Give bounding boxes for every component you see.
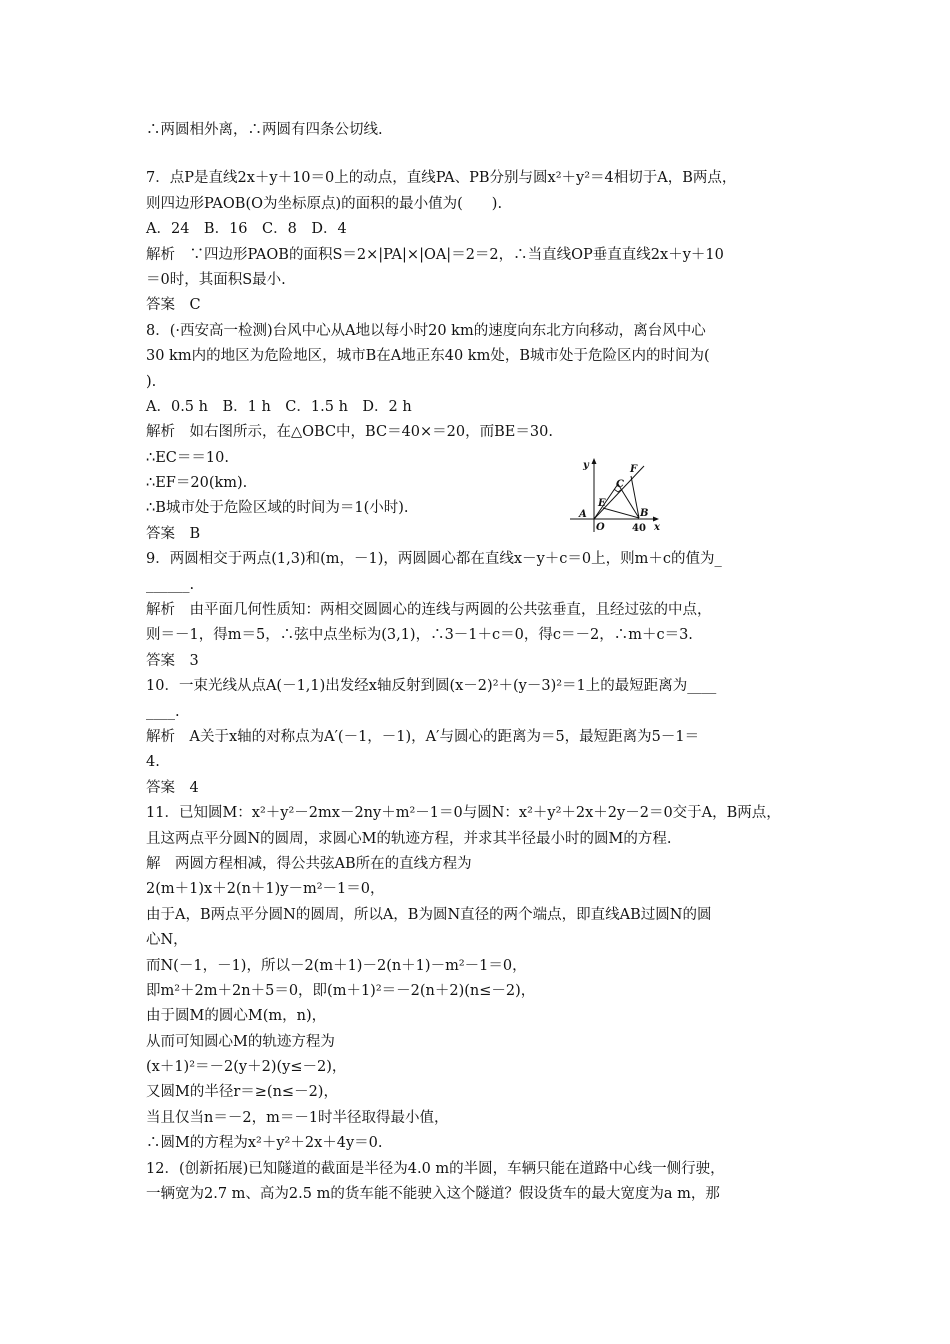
text-line: 心N， <box>146 932 188 949</box>
text-line: 由于圆M的圆心M(m，n)， <box>146 1008 327 1025</box>
diagram-svg <box>564 456 660 536</box>
label-y: y <box>583 460 589 471</box>
text-line: 即m²＋2m＋2n＋5＝0，即(m＋1)²＝－2(n＋2)(n≤－2)， <box>146 982 536 999</box>
text-line: ＝0时，其面积S最小. <box>146 271 286 288</box>
text-line: 30 km内的地区为危险地区，城市B在A地正东40 km处，B城市处于危险区内的时间为( <box>146 348 710 365</box>
text-line: 解 两圆方程相减，得公共弦AB所在的直线方程为 <box>146 855 472 872</box>
text-line: A．24 B．16 C．8 D．4 <box>146 221 347 238</box>
label-b: B <box>640 508 649 519</box>
text-line: 而N(－1，－1)，所以－2(m＋1)－2(n＋1)－m²－1＝0， <box>146 957 527 974</box>
text-line: 答案 C <box>146 297 201 314</box>
text-line: 解析 如右图所示，在△OBC中，BC＝40×＝20，而BE＝30. <box>146 424 553 441</box>
text-line: 且这两点平分圆N的圆周，求圆心M的轨迹方程，并求其半径最小时的圆M的方程. <box>146 830 672 847</box>
text-line: 解析 ∵四边形PAOB的面积S＝2×|PA|×|OA|＝2＝2，∴当直线OP垂直直线2x＋y＋10 <box>146 246 724 263</box>
text-line: 则四边形PAOB(O为坐标原点)的面积的最小值为( ). <box>146 195 503 212</box>
text-line: 答案 B <box>146 525 201 542</box>
label-c: C <box>616 479 624 490</box>
text-line: ____. <box>146 703 180 720</box>
text-line: 10．一束光线从点A(－1,1)出发经x轴反射到圆(x－2)²＋(y－3)²＝1上的最短距离为____ <box>146 678 717 695</box>
text-line: ∴EC＝＝10. <box>146 449 229 466</box>
text-line: ∴两圆相外离，∴两圆有四条公切线. <box>146 122 383 138</box>
text-line: 从而可知圆心M的轨迹方程为 <box>146 1033 335 1050</box>
text-line: (x＋1)²＝－2(y＋2)(y≤－2)， <box>146 1059 347 1076</box>
text-line: 又圆M的半径r＝≥(n≤－2)， <box>146 1084 338 1101</box>
text-line: ∴圆M的方程为x²＋y²＋2x＋4y＝0. <box>146 1135 383 1152</box>
text-line: ∴EF＝20(km). <box>146 475 248 492</box>
label-f: F <box>630 464 638 475</box>
typhoon-diagram <box>564 456 660 536</box>
text-line: 解析 A关于x轴的对称点为A′(－1，－1)，A′与圆心的距离为＝5，最短距离为5－1＝ <box>146 728 700 745</box>
label-e: E <box>598 498 606 509</box>
document-page <box>146 118 816 1207</box>
text-line: 解析 由平面几何性质知：两相交圆圆心的连线与两圆的公共弦垂直，且经过弦的中点， <box>146 602 712 619</box>
label-a: A <box>579 509 587 520</box>
text-line: 9．两圆相交于两点(1,3)和(m，－1)，两圆圆心都在直线x－y＋c＝0上，则m＋c的值为_ <box>146 551 722 568</box>
text-line: 答案 4 <box>146 779 199 796</box>
text-line: ______. <box>146 576 195 593</box>
label-40: 40 <box>632 523 646 534</box>
text-line: 8．(·西安高一检测)台风中心从A地以每小时20 km的速度向东北方向移动，离台风中心 <box>146 322 706 339</box>
y-axis-arrow <box>592 458 597 464</box>
text-line: 当且仅当n＝－2，m＝－1时半径取得最小值， <box>146 1109 449 1126</box>
text-line: 4. <box>146 754 160 771</box>
text-line: ∴B城市处于危险区域的时间为＝1(小时). <box>146 500 409 517</box>
text-line: 答案 3 <box>146 652 199 669</box>
text-line: A．0.5 h B．1 h C．1.5 h D．2 h <box>146 398 412 415</box>
label-o: O <box>596 522 605 533</box>
text-line: 12．(创新拓展)已知隧道的截面是半径为4.0 m的半圆，车辆只能在道路中心线一侧行驶， <box>146 1160 725 1177</box>
text-line: 则＝－1，得m＝5，∴弦中点坐标为(3,1)，∴3－1＋c＝0，得c＝－2，∴m＋c＝3. <box>146 627 693 644</box>
text-line: 11．已知圆M：x²＋y²－2mx－2ny＋m²－1＝0与圆N：x²＋y²＋2x＋2y－2＝0交于A，B两点， <box>146 805 781 822</box>
text-line: ). <box>146 373 157 390</box>
x-axis-arrow <box>653 517 659 522</box>
text-line: 由于A，B两点平分圆N的圆周，所以A，B为圆N直径的两个端点，即直线AB过圆N的圆 <box>146 906 712 923</box>
label-x: x <box>654 522 660 533</box>
text-line: 7．点P是直线2x＋y＋10＝0上的动点，直线PA、PB分别与圆x²＋y²＝4相切于A，B两点， <box>146 170 737 187</box>
spacer <box>146 143 816 166</box>
text-line: 一辆宽为2.7 m、高为2.5 m的货车能不能驶入这个隧道？假设货车的最大宽度为a m，那 <box>146 1186 720 1203</box>
text-line: 2(m＋1)x＋2(n＋1)y－m²－1＝0， <box>146 881 385 898</box>
